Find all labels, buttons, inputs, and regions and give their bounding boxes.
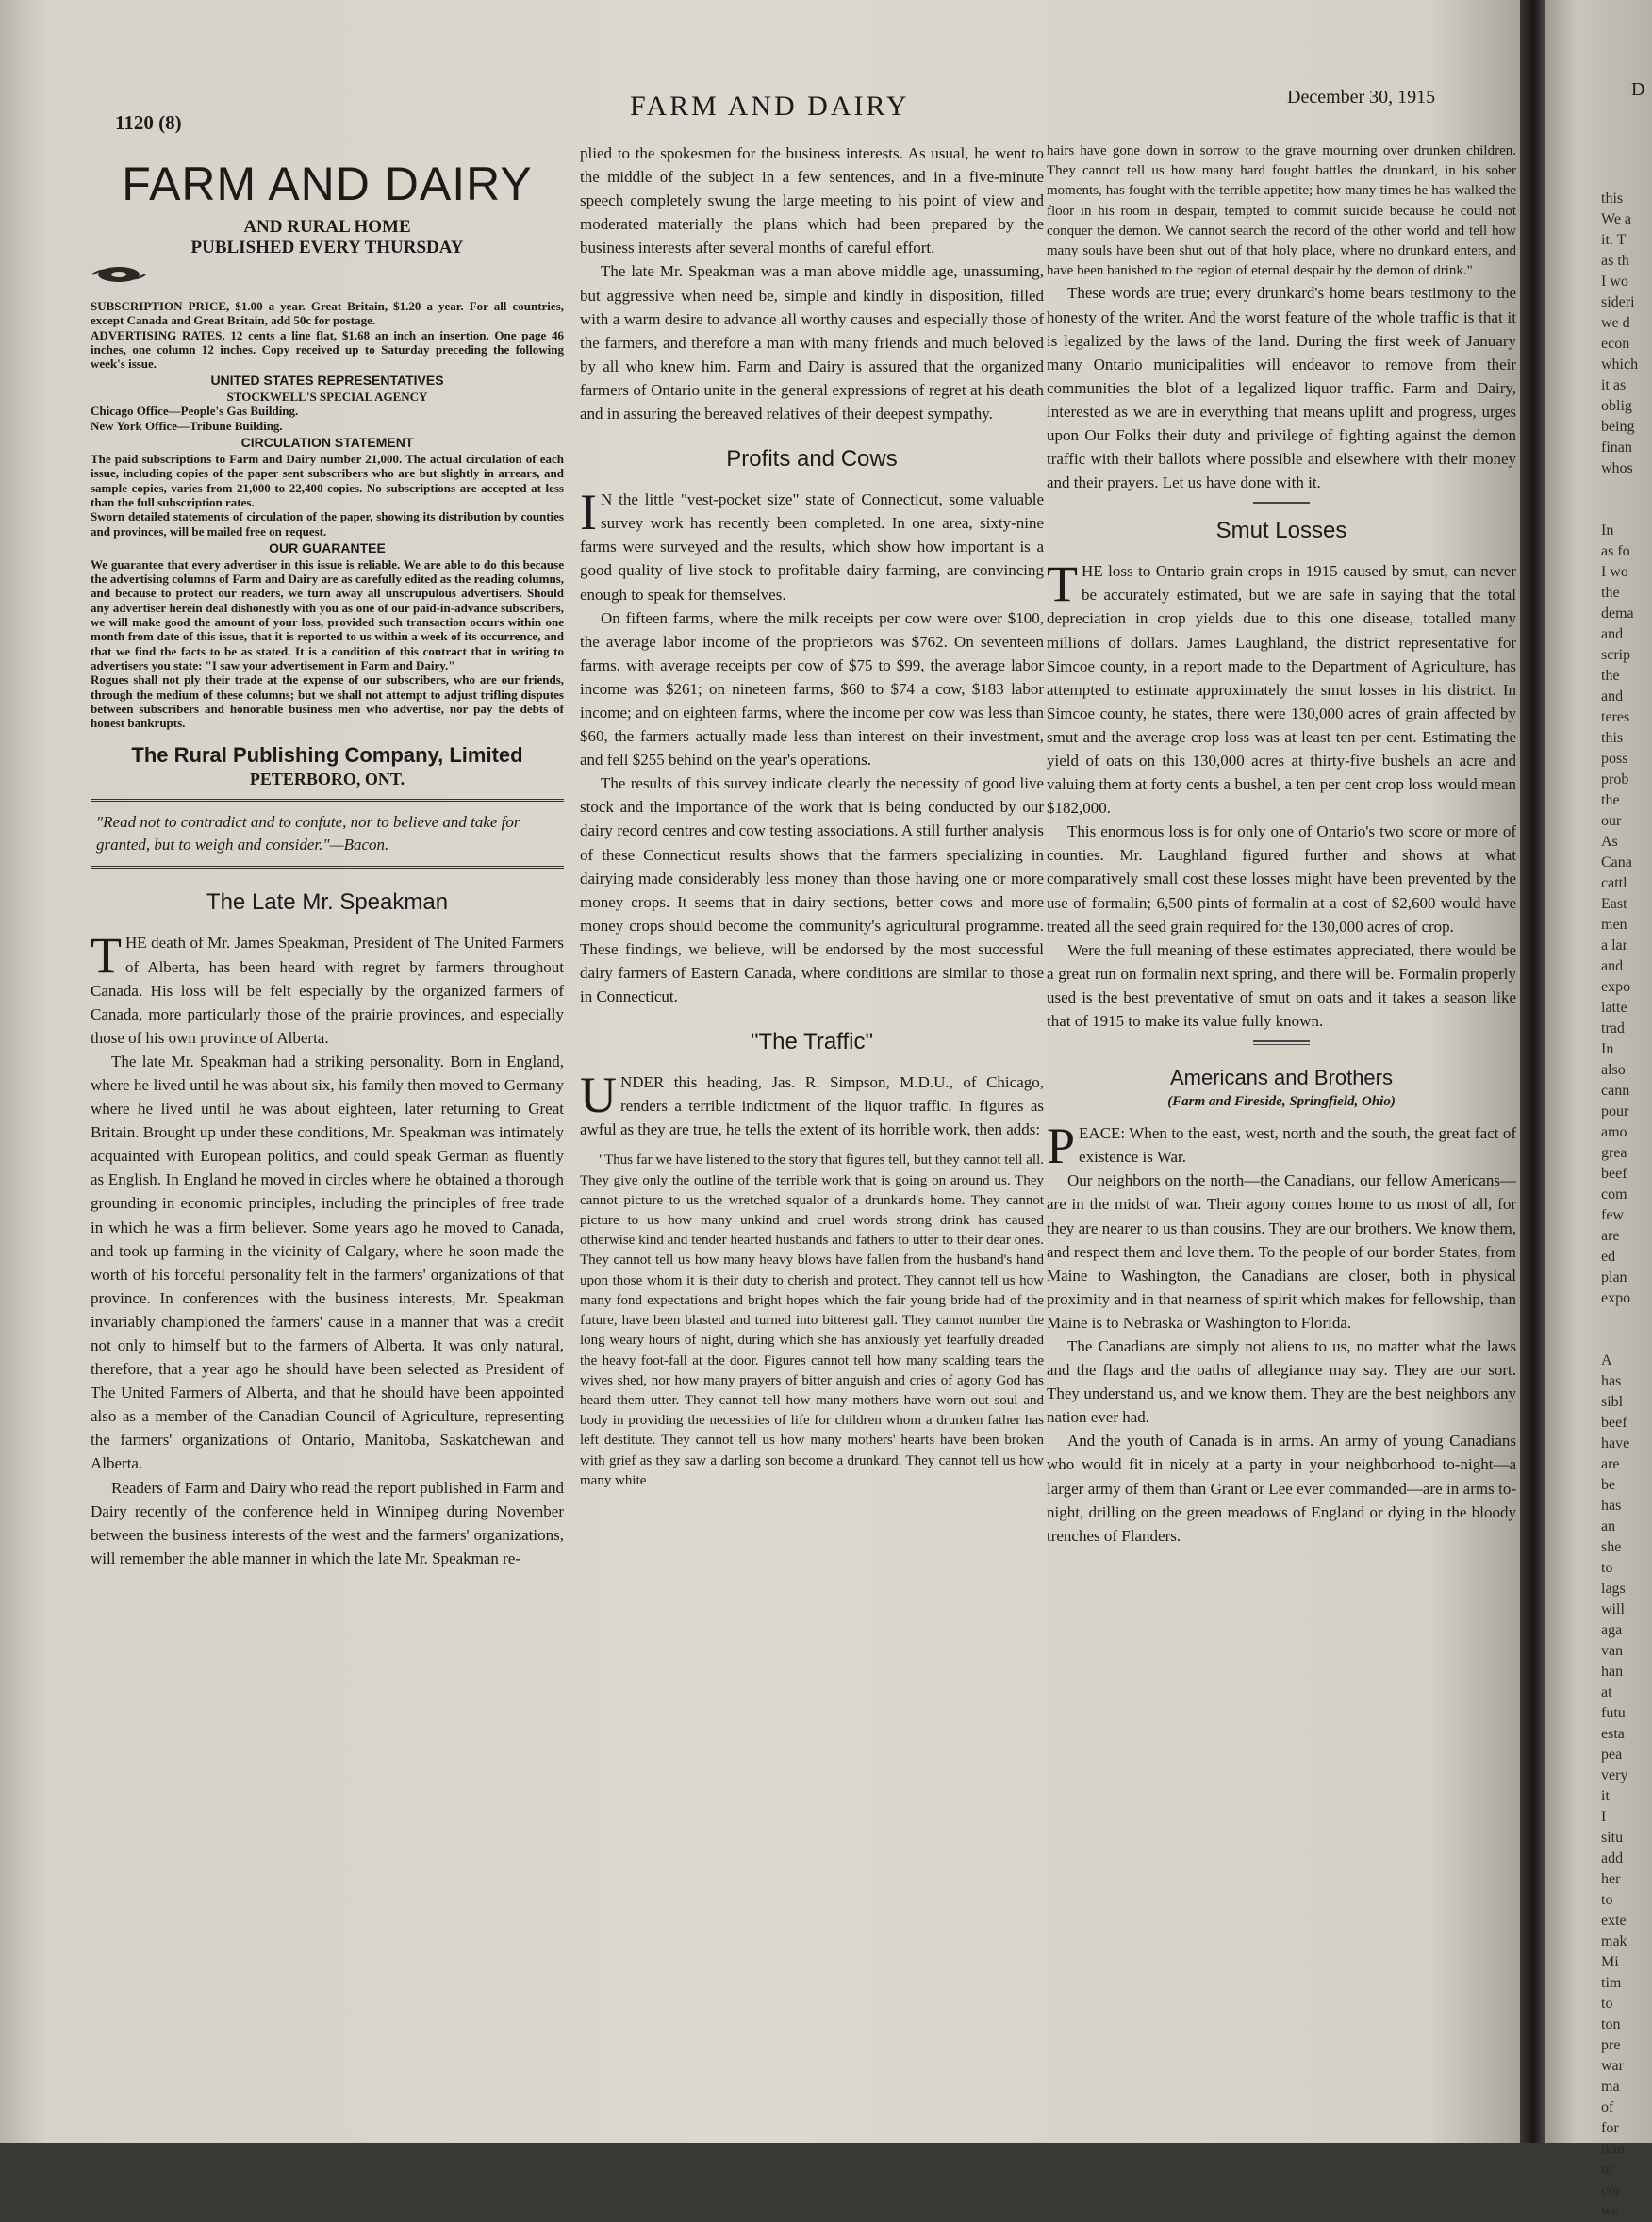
profits-title: Profits and Cows xyxy=(726,446,898,473)
profits-p1: I N the little "vest-pocket size" state of Connecticut, some valuable survey work has recently been completed. In one area, sixty-nine farms were surveyed and the results, which show how important is a good quality of live stock to profitable dairy farming, are convincing enough to speak for themselves. xyxy=(580,484,1044,604)
adjacent-page-line: and xyxy=(1601,958,1624,974)
adjacent-page-line: aga xyxy=(1601,1622,1623,1638)
adjacent-page-line xyxy=(1601,479,1650,500)
adjacent-page-header: D xyxy=(1631,79,1645,100)
binding-gutter xyxy=(1520,0,1545,2143)
adjacent-page-line: at xyxy=(1601,1684,1612,1700)
dropcap: T xyxy=(91,927,122,985)
adjacent-page-edge xyxy=(1545,0,1652,2219)
americans-p4: And the youth of Canada is in arms. An army of young Canadians who would fit in nicely at a party in your neighborhood to-night—a larger army of them than Grant or Lee ever commanded—are in arms to-night, drilling on the green meadows of England or dying in the bloody trenches of Flanders. xyxy=(1047,1432,1516,1545)
adjacent-page-line: As xyxy=(1601,834,1618,850)
adjacent-page-line: prob xyxy=(1601,771,1629,788)
adjacent-page-line: which xyxy=(1601,357,1639,373)
column-2 xyxy=(580,141,1044,1491)
adjacent-page-line: I wo xyxy=(1601,564,1628,580)
speakman-p2: The late Mr. Speakman had a striking personality. Born in England, where he lived until he was about six, his family then moved to Germany where he lived until he was about eighteen, later returning to Great Britain. Brought up under these conditions, Mr. Speakman was intimately acquainted with European politics, and could speak German as fluently as English. In England he moved in circles where he obtained a thorough grounding in economic principles, including the principles of free trade in which he was a firm believer. Some years ago he moved to Canada, and took up farming in the vicinity of Calgary, where he soon made the worth of his forceful personality felt in the farmers' organizations of that province. In conferences with the business interests, Mr. Speakman invariably championed the farmers' cause in a manner that was a credit not only to himself but to the farmers of Alberta. It was only natural, therefore, that a year ago he should have been selected as President of The United Farmers of Alberta, and that he should have been appointed also as a member of the Canadian Council of Agriculture, representing the farmers' organizations of Ontario, Manitoba, Saskatchewan and Alberta. xyxy=(91,1052,564,1473)
adjacent-page-line: of xyxy=(1601,2099,1614,2115)
adjacent-page-line: as th xyxy=(1601,253,1629,269)
agency-name: STOCKWELL'S SPECIAL AGENCY xyxy=(226,390,428,405)
speakman-p1: THE death of Mr. James Speakman, President of The United Farmers of Alberta, has been heard with regret by farmers throughout Canada. His loss will be felt especially by the organized farmers of Canada, more particularly those of the prairie provinces, and especially those of his own province of Alberta. xyxy=(91,927,564,1047)
adjacent-page-line: oblig xyxy=(1601,398,1632,414)
sworn-statement: Sworn detailed statements of circulation of the paper, showing its distribution by counties and provinces, will be mailed free on request. xyxy=(91,509,564,539)
adjacent-page-line: for xyxy=(1601,2120,1619,2136)
adjacent-page-line: and xyxy=(1601,688,1624,705)
adjacent-page-line: beef xyxy=(1601,1166,1627,1182)
traffic-p2: These words are true; every drunkard's home bears testimony to the honesty of the writer. And the worst feature of the whole traffic is that it is legalized by the laws of the land. During the first week of January many Ontario municipalities will endeavor to remove from their communities the blot of a legalized liquor traffic. Farm and Dairy, interested as we are in everything that means uplift and progress, urges upon Our Folks their duty and privilege of fighting against the demon traffic with their ballots where possible and elsewhere with their money and their prayers. Let us have done with it. xyxy=(1047,284,1516,492)
adjacent-page-line: of xyxy=(1601,2162,1614,2178)
adjacent-page-line: futu xyxy=(1601,1705,1626,1721)
masthead-subtitle-1: AND RURAL HOME xyxy=(243,217,411,237)
adjacent-page-line: sideri xyxy=(1601,294,1635,310)
smut-title: Smut Losses xyxy=(1215,518,1347,544)
adjacent-page-line: I xyxy=(1601,1809,1607,1825)
adjacent-page-line: our xyxy=(1601,813,1622,829)
adjacent-page-line: to xyxy=(1601,1560,1613,1576)
adjacent-page-line: and xyxy=(1601,626,1624,642)
americans-p3: The Canadians are simply not aliens to us, no matter what the laws and the flags and the oaths of allegiance may say. They are our sort. They understand us, and we know them. They are the best neighbors any nation ever had. xyxy=(1047,1336,1516,1427)
adjacent-page-line: In xyxy=(1601,522,1614,539)
circulation-statement: The paid subscriptions to Farm and Dairy number 21,000. The actual circulation of each issue, including copies of the paper sent subscribers who are but slightly in arrears, and sample copies, varies from 21,000 to 22,400 copies. No subscriptions are accepted at less than the full subscription rates. xyxy=(91,452,564,509)
adjacent-page-line: grea xyxy=(1601,1145,1627,1161)
adjacent-page-line: men xyxy=(1601,917,1627,933)
adjacent-page-line: esta xyxy=(1601,1726,1625,1742)
us-reps-heading: UNITED STATES REPRESENTATIVES xyxy=(210,373,444,389)
guarantee-text: We guarantee that every advertiser in this issue is reliable. We are able to do this because the advertising columns of Farm and Dairy are as carefully edited as the reading columns, and because to protect our readers, we turn away all unscrupulous advertisers. Should any advertiser herein deal dishonestly with you as one of our paid-in-advance subscribers, we will make good the amount of your loss, provided such transaction occurs within one month from date of this issue, that it is reported to us within a week of its occurrence, and that we find the facts to be as stated. It is a condition of this contract that in writing to advertisers you state: "I saw your advertisement in Farm and Dairy." xyxy=(91,556,564,672)
adjacent-page-line: pea xyxy=(1601,1747,1623,1763)
adjacent-page-line xyxy=(1601,1330,1650,1351)
adjacent-page-line: to xyxy=(1601,1892,1613,1908)
adjacent-page-line: exte xyxy=(1601,1913,1627,1929)
adjacent-page-line: Cana xyxy=(1601,854,1632,871)
adjacent-page-line: ton xyxy=(1601,2016,1621,2032)
adjacent-page-line: it. T xyxy=(1601,232,1627,248)
adjacent-page-line: this xyxy=(1601,730,1624,746)
section-divider xyxy=(1253,1040,1310,1045)
adjacent-page-line: are xyxy=(1601,1456,1620,1472)
adjacent-page-line xyxy=(1601,1309,1650,1330)
adjacent-page-line: latte xyxy=(1601,1000,1627,1016)
adjacent-page-line: it xyxy=(1601,1788,1610,1804)
adjacent-page-line: pre xyxy=(1601,2037,1621,2053)
adjacent-page-line: her xyxy=(1601,1871,1621,1887)
adjacent-page-line: this xyxy=(1601,191,1624,207)
adjacent-page-line: we xyxy=(1601,2203,1619,2219)
adjacent-page-line: van xyxy=(1601,1643,1624,1659)
adjacent-page-line: scrip xyxy=(1601,647,1631,663)
guarantee-heading: OUR GUARANTEE xyxy=(269,539,386,556)
chicago-office: Chicago Office—People's Gas Building. xyxy=(91,404,299,419)
adjacent-page-line: cattl xyxy=(1601,875,1627,891)
adjacent-page-line: expo xyxy=(1601,979,1631,995)
americans-title: Americans and Brothers xyxy=(1170,1066,1393,1090)
column-1 xyxy=(91,151,564,1570)
adjacent-page-line: ed xyxy=(1601,1249,1616,1265)
speakman-title: The Late Mr. Speakman xyxy=(206,889,449,916)
adjacent-page-line: lags xyxy=(1601,1581,1626,1597)
adjacent-page-line: sibl xyxy=(1601,1394,1624,1410)
adjacent-page-line: cor xyxy=(1601,2182,1621,2198)
section-divider xyxy=(1253,502,1310,506)
adjacent-page-line: add xyxy=(1601,1850,1624,1866)
adjacent-page-line: econ xyxy=(1601,336,1630,352)
americans-p2: Our neighbors on the north—the Canadians, our fellow Americans—are in the midst of war. Their agony comes home to us most of all, for they are nearer to us than cousins. They are our brothers. We know them, and respect them and love them. To the people of our border States, from Maine to Washington, the Canadians are closer, both in physical proximity and in that nearness of spirit which makes for fellowship, than Maine is to Nebraska or Washington to Florida. xyxy=(1047,1171,1516,1332)
adjacent-page-line: very xyxy=(1601,1767,1628,1783)
adjacent-page-line: she xyxy=(1601,1539,1622,1555)
adjacent-page-line: situ xyxy=(1601,1830,1624,1846)
speakman-p5: The late Mr. Speakman was a man above middle age, unassuming, but aggressive when need be, simple and kindly in disposition, filled with a warm desire to advance all worthy causes and especially those of the farmers, and therefore a man with many friends and much beloved by all who knew him. Farm and Dairy is assured that the organized farmers of Ontario unite in the general expressions of regret at his death and in assuring the bereaved relatives of their deepest sympathy. xyxy=(580,262,1044,423)
adjacent-page-line: com xyxy=(1601,1186,1627,1202)
americans-source: (Farm and Fireside, Springfield, Ohio) xyxy=(1167,1094,1396,1110)
adjacent-page-line: the xyxy=(1601,792,1620,808)
subscription-info: SUBSCRIPTION PRICE, $1.00 a year. Great Britain, $1.20 a year. For all countries, except Canada and Great Britain, add 50c for postage. xyxy=(91,299,564,328)
column-3 xyxy=(1047,141,1516,1548)
running-title: FARM AND DAIRY xyxy=(630,91,910,122)
adjacent-page-line: teres xyxy=(1601,709,1630,725)
adjacent-page-line: an xyxy=(1601,1518,1616,1534)
masthead-title: FARM AND DAIRY xyxy=(122,158,533,210)
publisher-city: PETERBORO, ONT. xyxy=(249,770,405,789)
traffic-p1: UNDER this heading, Jas. R. Simpson, M.D.U., of Chicago, renders a terrible indictment of the liquor traffic. In figures as awful as they are true, he tells the extent of its horrible work, then adds: xyxy=(580,1067,1044,1139)
adjacent-page-line: few xyxy=(1601,1207,1624,1223)
advertising-info: ADVERTISING RATES, 12 cents a line flat, $1.68 an inch an insertion. One page 46 inches, one column 12 inches. Copy received up to Saturday preceding the following week's issue. xyxy=(91,327,564,372)
adjacent-page-line: be xyxy=(1601,1477,1616,1493)
traffic-title: "The Traffic" xyxy=(751,1029,873,1055)
adjacent-page-line: poss xyxy=(1601,751,1628,767)
adjacent-page-line: expo xyxy=(1601,1290,1631,1306)
adjacent-page-line: also xyxy=(1601,1062,1626,1078)
adjacent-page-line: East xyxy=(1601,896,1627,912)
adjacent-page-line: being xyxy=(1601,419,1635,435)
adjacent-page-line: plan xyxy=(1601,1269,1627,1285)
adjacent-page-line: pour xyxy=(1601,1103,1629,1119)
adjacent-page-line: we d xyxy=(1601,315,1630,331)
adjacent-page-line: to xyxy=(1601,1996,1613,2012)
ornament-icon xyxy=(91,262,147,287)
adjacent-page-line: beef xyxy=(1601,1415,1627,1431)
rogues-text: Rogues shall not ply their trade at the expense of our subscribers, who are our friends, through the medium of these columns; but we shall not attempt to adjust trifling disputes between subscribers and honorable business men who advertise, nor pay the debts of honest bankrupts. xyxy=(91,672,564,731)
adjacent-page-line: the xyxy=(1601,585,1620,601)
dropcap: T xyxy=(1047,556,1078,613)
adjacent-page-line: are xyxy=(1601,1228,1620,1244)
profits-p3: The results of this survey indicate clearly the necessity of good live stock and the importance of the work that is being conducted by our dairy record centres and cow testing associations. A still further analysis of these Connecticut results shows that the farmers specializing in dairying made considerably less money than those having one or more money crops. It seems that in dairy sections, better cows and more money crops should become the community's agricultural programme. These findings, we believe, will be endorsed by the most successful dairy farmers of Eastern Canada, where conditions are similar to those in Connecticut. xyxy=(580,774,1044,1006)
newyork-office: New York Office—Tribune Building. xyxy=(91,418,283,433)
masthead-subtitle-2: PUBLISHED EVERY THURSDAY xyxy=(190,238,464,257)
adjacent-page-line: amo xyxy=(1601,1124,1627,1140)
adjacent-page-line: ma xyxy=(1601,2079,1620,2095)
adjacent-page-line: the xyxy=(1601,668,1620,684)
adjacent-page-line xyxy=(1601,500,1650,521)
publisher-company: The Rural Publishing Company, Limited xyxy=(131,743,523,768)
adjacent-page-line: dema xyxy=(1601,605,1634,622)
adjacent-page-line: whos xyxy=(1601,460,1633,476)
circulation-heading: CIRCULATION STATEMENT xyxy=(240,435,414,451)
traffic-quote-1: "Thus far we have listened to the story that figures tell, but they cannot tell all. They give only the outline of the terrible work that is going on around us. They cannot picture to us the wretched squalor of a drunkard's home. They cannot picture to us how many unkind and cruel words strong drink has caused otherwise kind and tender hearted husbands and fathers to utter to their dear ones. They cannot tell us how many heavy blows have fallen from the husband's hand upon those whom it is their duty to cherish and protect. They cannot tell us how many fond expectations and bright hopes which the fair young bride had of the future, have been blasted and turned into bitterest gall. They cannot number the long weary hours of night, during which she has anxiously yet fearfully dreaded the heavy foot-fall at the door. Figures cannot tell how many scalding tears the wives shed, nor how many prayers of bitter anguish and cries of agony God has heard them utter. They cannot tell how many mothers have worn out soul and body in providing the necessities of life for children whom a drunken father has left destitute. They cannot tell us how many mothers' hearts have been broken with grief as they saw a darling son become a drunkard. They cannot tell us how many white xyxy=(580,1152,1044,1488)
adjacent-page-line: tion xyxy=(1601,2141,1625,2157)
profits-p2: On fifteen farms, where the milk receipts per cow were over $100, the average labor income of the proprietors was $762. On seventeen farms, with average receipts per cow of $75 to $99, the average labor income was $261; on nineteen farms, $60 to $74 a cow, $183 labor income; and on eighteen farms, where the income per cow was less than $60, the farmers actually made less than interest on their investment, and fell $255 behind on the year's operations. xyxy=(580,608,1044,770)
adjacent-page-line: a lar xyxy=(1601,937,1627,953)
issue-date: December 30, 1915 xyxy=(1287,87,1436,108)
adjacent-page-fragments xyxy=(1601,189,1650,2222)
adjacent-page-line: will xyxy=(1601,1601,1625,1617)
traffic-quote-2: hairs have gone down in sorrow to the grave mourning over drunken children. They cannot tell us how many hard fought battles the drunkard, in his sober moments, has fought with the terrible appetite; how many times he has walked the floor in his room in despair, tempted to commit suicide because he could not conquer the demon. We cannot search the record of the other world and tell how many souls have been shut out of that holy place, where no drunkard enters, and have been banished to the region of eternal despair by the demon of drink." xyxy=(1047,143,1516,279)
adjacent-page-line: In xyxy=(1601,1041,1614,1057)
speakman-p4: plied to the spokesmen for the business interests. As usual, he went to the middle of the subject in a few sentences, and in a five-minute speech completely swung the large meeting to his point of view and moderated materially the plans which had been prepared by the business interests after several months of careful effort. xyxy=(580,144,1044,257)
adjacent-page-line: war xyxy=(1601,2058,1624,2074)
adjacent-page-line: have xyxy=(1601,1435,1630,1451)
adjacent-page-line: it as xyxy=(1601,377,1627,393)
adjacent-page-line: trad xyxy=(1601,1020,1625,1036)
epigraph: "Read not to contradict and to confute, nor to believe and take for granted, but to weigh and consider."—Bacon. xyxy=(91,799,564,869)
adjacent-page-line: cann xyxy=(1601,1083,1630,1099)
adjacent-page-line: tim xyxy=(1601,1975,1622,1991)
adjacent-page-line: has xyxy=(1601,1498,1622,1514)
smut-p2: This enormous loss is for only one of Ontario's two score or more of counties. Mr. Laughland figured further and shows at what comparatively small cost these losses might have been prevented by the use of formalin; 6,500 pints of formalin at a cost of $2,600 would have treated all the seed grain required for the 130,000 acres of crop. xyxy=(1047,822,1516,936)
smut-p3: Were the full meaning of these estimates appreciated, there would be a great run on formalin next spring, and there will be. Formalin properly used is the best preventative of smut on oats and it takes a season like that of 1915 to make its value fully known. xyxy=(1047,940,1516,1031)
smut-p1: THE loss to Ontario grain crops in 1915 caused by smut, can never be accurately estimated, but we are safe in saying that the total depreciation in crop yields due to this one disease, totalled many millions of dollars. James Laughland, the district representative for Simcoe county, in a report made to the Department of Agriculture, has attempted to estimate approximately the smut losses in his district. In Simcoe county, he states, there were 130,000 acres of grain affected by smut and the average crop loss was at least ten per cent. Estimating the yield of oats on this 130,000 acres at thirty-five bushels an acre and valuing them at forty cents a bushel, a ten per cent crop loss would mean $182,000. xyxy=(1047,556,1516,818)
americans-p1: PEACE: When to the east, west, north and the south, the great fact of existence is War. xyxy=(1047,1118,1516,1175)
dropcap: P xyxy=(1047,1118,1076,1175)
dropcap: U xyxy=(580,1067,617,1124)
adjacent-page-line: A xyxy=(1601,1352,1612,1368)
adjacent-page-line: han xyxy=(1601,1664,1624,1680)
adjacent-page-line: mak xyxy=(1601,1933,1627,1949)
speakman-p3: Readers of Farm and Dairy who read the report published in Farm and Dairy recently of the conference held in Winnipeg during November between the business interests of the west and the farmers' organizations, will remember the able manner in which the late Mr. Speakman re- xyxy=(91,1478,564,1567)
adjacent-page-line: as fo xyxy=(1601,543,1630,559)
adjacent-page-line: Mi xyxy=(1601,1954,1619,1970)
adjacent-page-line: finan xyxy=(1601,439,1632,456)
page-number: 1120 (8) xyxy=(115,111,182,134)
adjacent-page-line: I wo xyxy=(1601,274,1628,290)
adjacent-page-line: We a xyxy=(1601,211,1632,227)
dropcap: I xyxy=(580,484,597,541)
adjacent-page-line: has xyxy=(1601,1373,1622,1389)
